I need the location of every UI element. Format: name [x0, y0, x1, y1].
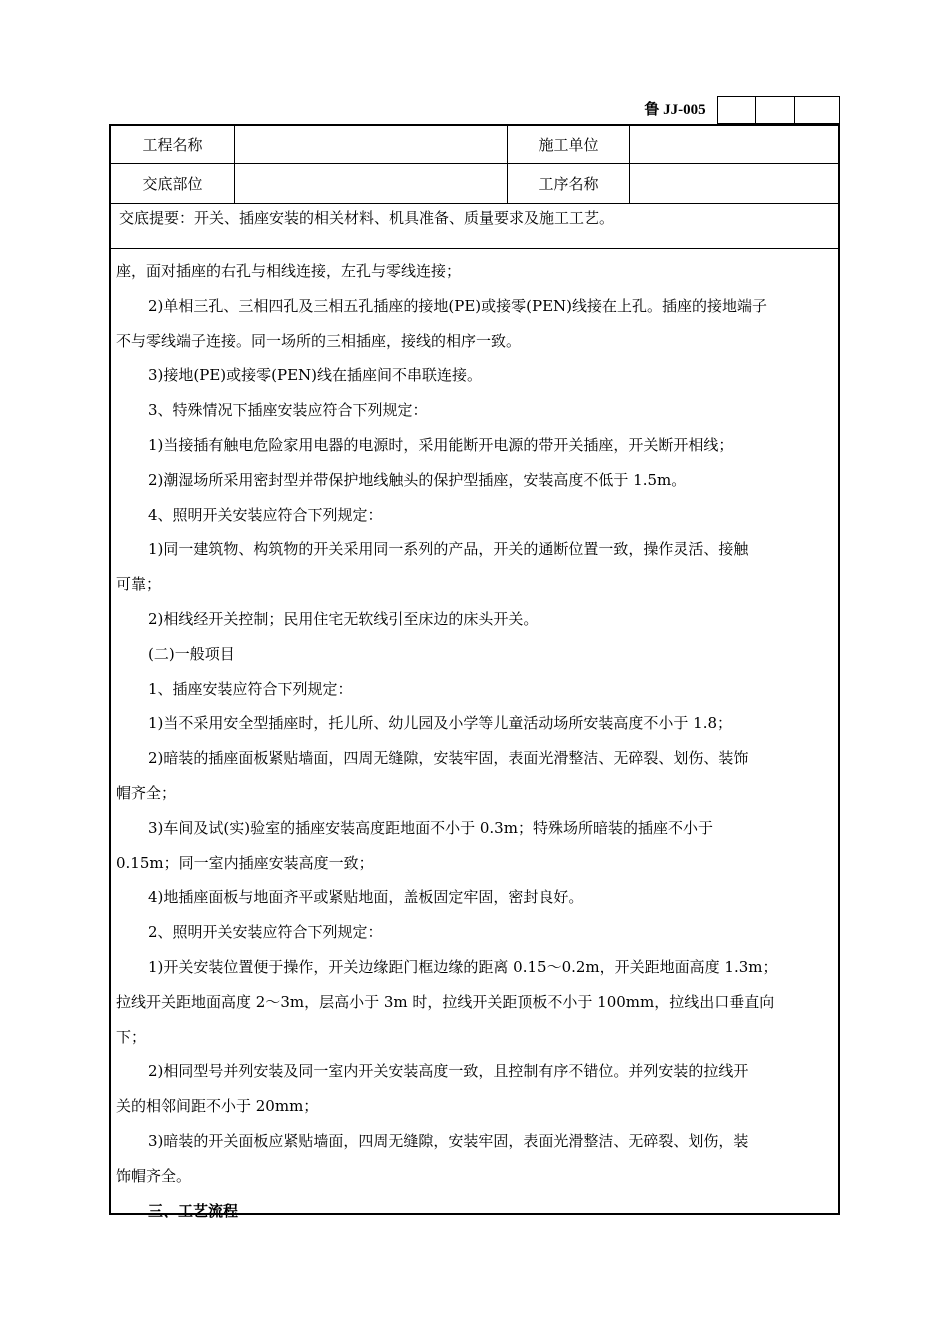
- text-line: 4)地插座面板与地面齐平或紧贴地面，盖板固定牢固，密封良好。: [148, 888, 584, 907]
- body-content: [116, 254, 832, 1228]
- text-line: 座，面对插座的右孔与相线连接，左孔与零线连接；: [116, 262, 462, 280]
- text-line: 1)开关安装位置便于操作，开关边缘距门框边缘的距离 0.15～0.2m，开关距地面高度 1.3m；: [148, 957, 778, 976]
- text-line: 下；: [116, 1027, 147, 1046]
- document-code-row: [633, 96, 840, 124]
- text-line: 3)接地(PE)或接零(PEN)线在插座间不串联连接。: [148, 366, 483, 385]
- process-name-label: 工序名称: [538, 175, 599, 193]
- text-line: 关的相邻间距不小于 20mm；: [116, 1097, 319, 1116]
- text-line: 1)同一建筑物、构筑物的开关采用同一系列的产品，开关的通断位置一致，操作灵活、接触: [148, 540, 749, 559]
- text-line: 2)潮湿场所采用密封型并带保护地线触头的保护型插座，安装高度不低于 1.5m。: [148, 470, 687, 489]
- disclosure-form: [109, 124, 840, 1220]
- text-line: 3、特殊情况下插座安装应符合下列规定：: [148, 401, 428, 420]
- document-code: 鲁 JJ-005: [644, 102, 706, 118]
- text-line: 2)相线经开关控制；民用住宅无软线引至床边的床头开关。: [148, 609, 539, 628]
- project-name-field: [235, 126, 507, 163]
- text-line: 1、插座安装应符合下列规定：: [148, 679, 353, 698]
- code-box-1: [717, 96, 756, 124]
- disclosure-part-label: 交底部位: [142, 175, 203, 193]
- project-name-label: 工程名称: [142, 136, 203, 154]
- text-line: 2)暗装的插座面板紧贴墙面，四周无缝隙，安装牢固，表面光滑整洁、无碎裂、划伤、装饰: [148, 749, 749, 768]
- construction-unit-label: 施工单位: [538, 136, 599, 154]
- text-line: 帽齐全；: [116, 783, 177, 802]
- text-line: 1)当不采用安全型插座时，托儿所、幼儿园及小学等儿童活动场所安装高度不小于 1.8；: [148, 714, 733, 733]
- text-line: 2)单相三孔、三相四孔及三相五孔插座的接地(PE)或接零(PEN)线接在上孔。插座的接地端子: [148, 296, 768, 315]
- disclosure-part-field: [235, 164, 507, 203]
- code-box-3: [795, 96, 840, 124]
- text-line: 3)车间及试(实)验室的插座安装高度距地面不小于 0.3m；特殊场所暗装的插座不小于: [148, 818, 713, 837]
- text-line: 3)暗装的开关面板应紧贴墙面，四周无缝隙，安装牢固，表面光滑整洁、无碎裂、划伤，装: [148, 1131, 749, 1150]
- text-line: 2、照明开关安装应符合下列规定：: [148, 923, 383, 942]
- text-line: 饰帽齐全。: [116, 1166, 192, 1185]
- header-row-1: [111, 126, 838, 164]
- text-line: 4、照明开关安装应符合下列规定：: [148, 505, 383, 524]
- code-box-2: [756, 96, 795, 124]
- text-line: (二)一般项目: [148, 644, 235, 663]
- section-heading: 三、工艺流程: [148, 1201, 239, 1220]
- text-line: 0.15m；同一室内插座安装高度一致；: [116, 853, 374, 872]
- text-line: 1)当接插有触电危险家用电器的电源时，采用能断开电源的带开关插座，开关断开相线；: [148, 435, 734, 454]
- text-line: 拉线开关距地面高度 2～3m，层高小于 3m 时，拉线开关距顶板不小于 100mm，拉线出口垂直向: [116, 992, 775, 1011]
- text-line: 不与零线端子连接。同一场所的三相插座，接线的相序一致。: [116, 331, 522, 350]
- header-row-2: [111, 164, 838, 204]
- disclosure-summary: 交底提要：开关、插座安装的相关材料、机具准备、质量要求及施工工艺。: [119, 209, 615, 227]
- text-line: 2)相同型号并列安装及同一室内开关安装高度一致，且控制有序不错位。并列安装的拉线开: [148, 1062, 749, 1081]
- process-name-field: [630, 164, 838, 203]
- construction-unit-field: [630, 126, 838, 163]
- text-line: 可靠；: [116, 575, 162, 594]
